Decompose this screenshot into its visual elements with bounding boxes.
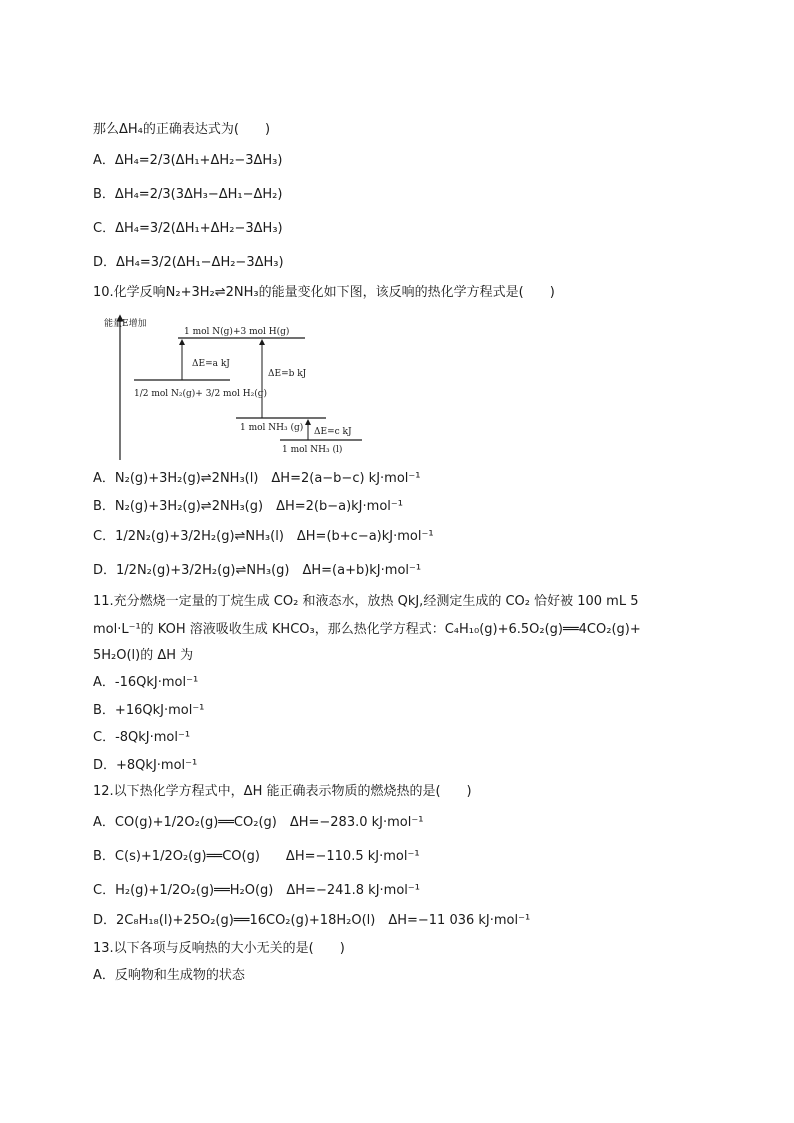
q11-option-c xyxy=(93,729,190,747)
y-axis-label: 能量E增加 xyxy=(104,319,147,329)
option-letter: D． xyxy=(93,913,117,928)
option-letter: B． xyxy=(93,187,115,202)
option-letter: A． xyxy=(93,815,115,830)
option-text: H₂(g)+1/2O₂(g)══H₂O(g) ΔH=−241.8 kJ·mol⁻¹ xyxy=(115,883,420,898)
q10-option-b xyxy=(93,498,403,516)
option-text: 2C₈H₁₈(l)+25O₂(g)══16CO₂(g)+18H₂O(l) ΔH=−11 036 kJ·mol⁻¹ xyxy=(116,913,531,928)
option-text: N₂(g)+3H₂(g)⇌2NH₃(g) ΔH=2(b−a)kJ·mol⁻¹ xyxy=(114,499,403,514)
level-atoms-label: 1 mol N(g)+3 mol H(g) xyxy=(184,327,290,337)
q11-line-3: 5H₂O(l)的 ΔH 为 xyxy=(93,648,194,663)
option-letter: C． xyxy=(93,730,116,745)
option-letter: C． xyxy=(93,883,116,898)
option-text: ΔH₄=2/3(3ΔH₃−ΔH₁−ΔH₂) xyxy=(114,187,283,202)
q12-option-d xyxy=(93,912,530,930)
option-text: -16QkJ·mol⁻¹ xyxy=(114,675,199,690)
q13-prompt: 13.以下各项与反响热的大小无关的是( ) xyxy=(93,941,345,956)
q10-option-c xyxy=(93,528,434,546)
option-text: C(s)+1/2O₂(g)══CO(g) ΔH=−110.5 kJ·mol⁻¹ xyxy=(114,849,420,864)
q12-prompt: 12.以下热化学方程式中，ΔH 能正确表示物质的燃烧热的是( ) xyxy=(93,784,472,799)
option-text: N₂(g)+3H₂(g)⇌2NH₃(l) ΔH=2(a−b−c) kJ·mol⁻¹ xyxy=(114,471,421,486)
option-letter: B． xyxy=(93,849,115,864)
option-letter: A． xyxy=(93,968,115,983)
option-text: 1/2N₂(g)+3/2H₂(g)⇌NH₃(g) ΔH=(a+b)kJ·mol⁻¹ xyxy=(116,563,422,578)
q9-option-b xyxy=(93,186,282,204)
q9-prompt: 那么ΔH₄的正确表达式为( ) xyxy=(93,122,271,137)
delta-b-label: ΔE=b kJ xyxy=(268,369,307,379)
option-letter: B． xyxy=(93,499,115,514)
q12-option-a xyxy=(93,814,423,832)
option-text: CO(g)+1/2O₂(g)══CO₂(g) ΔH=−283.0 kJ·mol⁻¹ xyxy=(114,815,424,830)
option-text: ΔH₄=3/2(ΔH₁−ΔH₂−3ΔH₃) xyxy=(116,255,284,270)
q13-option-a xyxy=(93,967,245,985)
option-text: 反响物和生成物的状态 xyxy=(114,968,245,983)
energy-level-diagram xyxy=(100,312,370,462)
option-letter: C． xyxy=(93,221,116,236)
q11-option-d xyxy=(93,757,197,775)
q9-option-d xyxy=(93,254,284,272)
q10-option-d xyxy=(93,562,421,580)
q11-line-2: mol·L⁻¹的 KOH 溶液吸收生成 KHCO₃，那么热化学方程式：C₄H₁₀(g)+6.5O₂(g)══4CO₂(g)+ xyxy=(93,622,641,637)
q9-option-a xyxy=(93,152,282,170)
option-letter: D． xyxy=(93,255,117,270)
level-nh3-gas-label: 1 mol NH₃ (g) xyxy=(240,423,304,433)
q9-option-c xyxy=(93,220,283,238)
option-text: ΔH₄=2/3(ΔH₁+ΔH₂−3ΔH₃) xyxy=(114,153,283,168)
option-text: ΔH₄=3/2(ΔH₁+ΔH₂−3ΔH₃) xyxy=(115,221,283,236)
option-text: -8QkJ·mol⁻¹ xyxy=(115,730,191,745)
delta-a-label: ΔE=a kJ xyxy=(192,359,230,369)
option-text: +16QkJ·mol⁻¹ xyxy=(114,703,205,718)
level-nh3-liquid-label: 1 mol NH₃ (l) xyxy=(282,445,343,455)
option-letter: A． xyxy=(93,153,115,168)
q10-option-a xyxy=(93,470,420,488)
option-letter: B． xyxy=(93,703,115,718)
option-letter: D． xyxy=(93,563,117,578)
option-letter: C． xyxy=(93,529,116,544)
q12-option-b xyxy=(93,848,420,866)
q10-prompt: 10.化学反响N₂+3H₂⇌2NH₃的能量变化如下图，该反响的热化学方程式是( ) xyxy=(93,285,555,300)
option-text: +8QkJ·mol⁻¹ xyxy=(116,758,198,773)
option-letter: D． xyxy=(93,758,117,773)
q11-option-a xyxy=(93,674,198,692)
q11-line-1: 11.充分燃烧一定量的丁烷生成 CO₂ 和液态水，放热 QkJ,经测定生成的 CO₂ 恰好被 100 mL 5 xyxy=(93,594,639,609)
q11-option-b xyxy=(93,702,204,720)
level-reactants-label: 1/2 mol N₂(g)+ 3/2 mol H₂(g) xyxy=(134,389,267,399)
energy-diagram-svg xyxy=(100,312,370,462)
delta-c-label: ΔE=c kJ xyxy=(314,427,352,437)
option-letter: A． xyxy=(93,471,115,486)
option-letter: A． xyxy=(93,675,115,690)
q12-option-c xyxy=(93,882,420,900)
option-text: 1/2N₂(g)+3/2H₂(g)⇌NH₃(l) ΔH=(b+c−a)kJ·mol⁻¹ xyxy=(115,529,434,544)
